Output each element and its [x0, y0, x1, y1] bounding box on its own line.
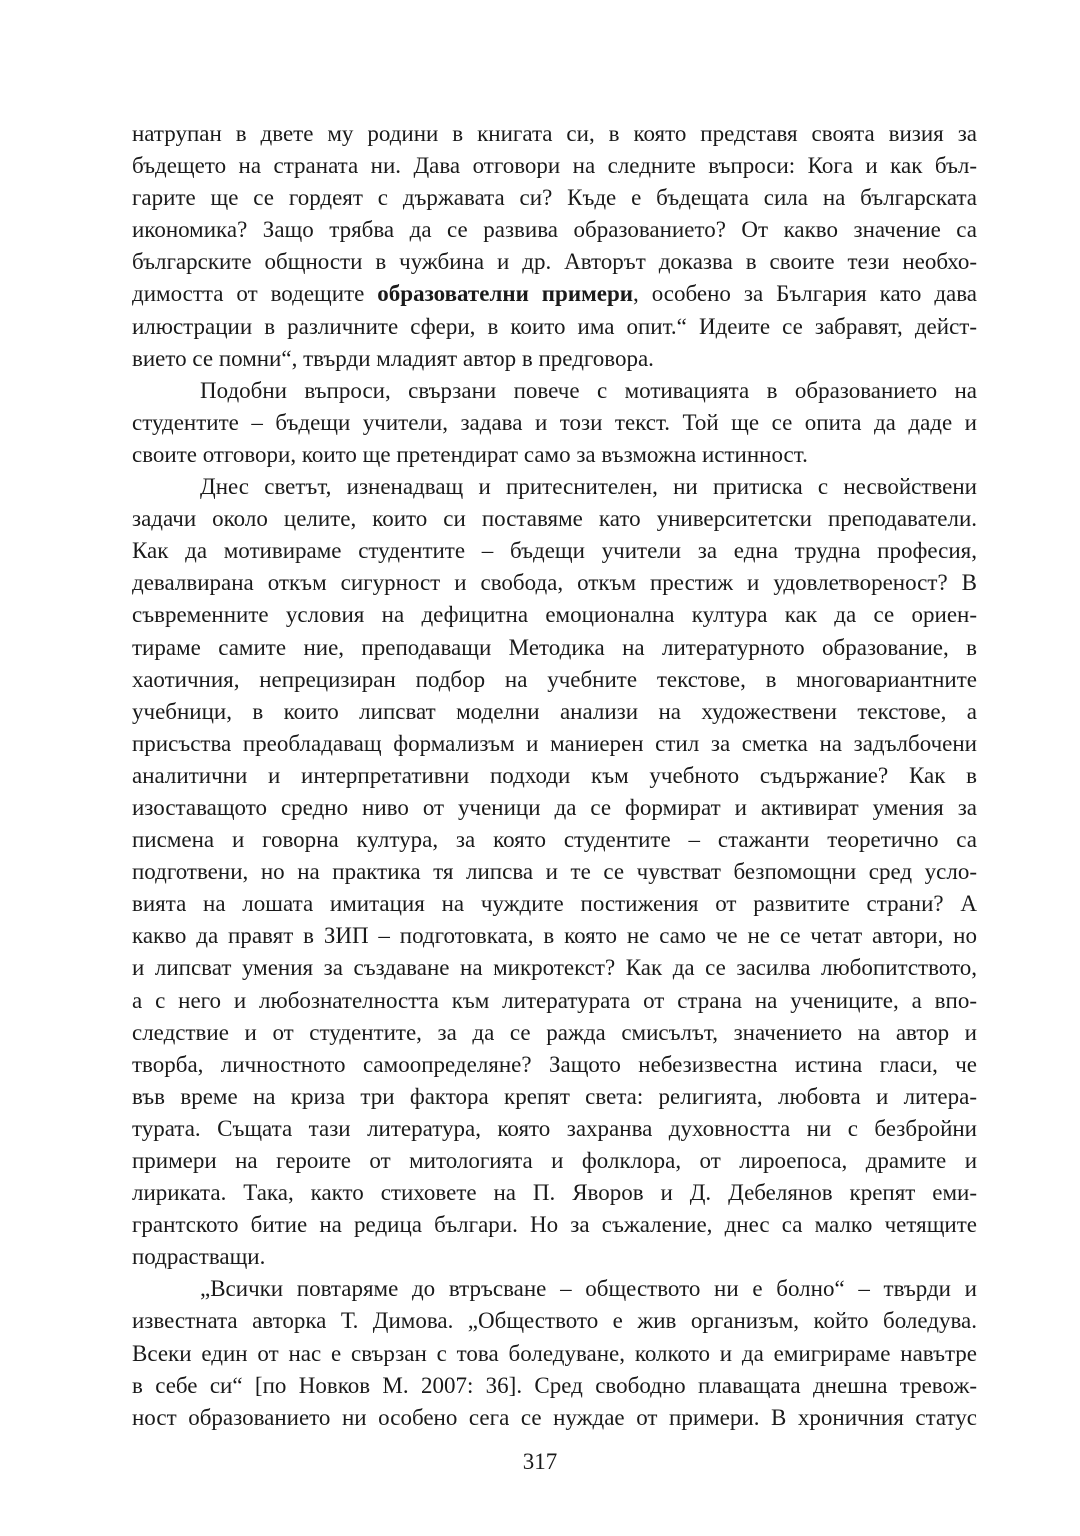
- text-line: икономика? Защо трябва да се развива образованието? От какво значение са: [132, 217, 977, 243]
- text-line: задачи около целите, които си поставяме като университетски преподаватели.: [132, 506, 977, 532]
- text-line: Днес светът, изненадващ и притеснителен, ни притиска с несвойствени: [200, 474, 977, 500]
- text-line: девалвирана откъм сигурност и свобода, откъм престиж и удовлетвореност? В: [132, 570, 977, 596]
- text-line: Подобни въпроси, свързани повече с мотивацията в образованието на: [200, 377, 977, 403]
- text-line: писмена и говорна култура, за която студентите – стажанти теоретично са: [132, 827, 977, 853]
- text-line: известната авторка Т. Димова. „Обществото е жив организъм, който боледува.: [132, 1308, 977, 1334]
- text-line: грантското битие на редица българи. Но за съжаление, днес са малко четящите: [132, 1212, 977, 1238]
- text-line: бъдещето на страната ни. Дава отговори на следните въпроси: Кога и как бъл-: [132, 153, 977, 179]
- text-line: хаотичния, непрецизиран подбор на учебните текстове, в многовариантните: [132, 666, 977, 692]
- text-line: студентите – бъдещи учители, задава и този текст. Той ще се опита да даде и: [132, 409, 977, 435]
- text-line: учебници, в които липсват моделни анализи на художествени текстове, а: [132, 698, 977, 724]
- text-line: и липсват умения за създаване на микротекст? Как да се засилва любопитството,: [132, 955, 977, 981]
- text-line: а с него и любознателността към литературата от страна на учениците, а впо-: [132, 987, 977, 1013]
- text-line: съвременните условия на дефицитна емоционална култура как да се ориен-: [132, 602, 977, 628]
- text-line: творба, личностното самоопределяне? Защото небезизвестна истина гласи, че: [132, 1051, 977, 1077]
- text-line: гарите ще се гордеят с държавата си? Къде е бъдещата сила на българската: [132, 185, 977, 211]
- text-line: следствие и от студентите, за да се ражда смисълът, значението на автор и: [132, 1019, 977, 1045]
- text-line: турата. Същата тази литература, която захранва духовността ни с безбройни: [132, 1115, 977, 1141]
- text-line: примери на героите от митологията и фолклора, от лироепоса, драмите и: [132, 1148, 977, 1173]
- text-line: във време на криза три фактора крепят света: религията, любовта и литера-: [132, 1083, 977, 1109]
- text-segment: димостта от водещите: [132, 281, 378, 307]
- text-line: подрастващи.: [132, 1244, 266, 1270]
- text-line: ност образованието ни особено сега се нуждае от примери. В хроничния статус: [132, 1404, 977, 1430]
- text-line: Как да мотивираме студентите – бъдещи учители за една трудна професия,: [132, 538, 977, 564]
- text-line: в себе си“ [по Новков М. 2007: 36]. Сред свободно плаващата днешна тревож-: [132, 1372, 977, 1398]
- text-line: натрупан в двете му родини в книгата си, в която представя своята визия за: [132, 121, 977, 146]
- text-line: илюстрации в различните сфери, в които има опит.“ Идеите се забравят, дейст-: [132, 313, 977, 339]
- text-line: своите отговори, които ще претендират само за възможна истинност.: [132, 441, 808, 467]
- text-line: какво да правят в ЗИП – подготовката, в която не само че не се четат автори, но: [132, 923, 977, 949]
- text-line: аналитични и интерпретативни подходи към учебното съдържание? Как в: [132, 762, 977, 788]
- text-line: българските общности в чужбина и др. Авторът доказва в своите тези необхо-: [132, 249, 977, 275]
- text-line: [132, 278, 977, 310]
- text-line: тираме самите ние, преподаващи Методика на литературното образование, в: [132, 634, 977, 660]
- text-line: вието се помни“, твърди младият автор в предговора.: [132, 345, 654, 371]
- page-number: 317: [522, 1449, 558, 1474]
- text-line: вията на лошата имитация на чуждите постижения от развитите страни? А: [132, 891, 977, 917]
- text-line: Всеки един от нас е свързан с това боледуване, колкото и да емигрираме навътре: [132, 1340, 977, 1366]
- text-line: присъства преобладаващ формализъм и маниерен стил за сметка на задълбочени: [132, 730, 977, 756]
- text-line: изоставащото средно ниво от ученици да се формират и активират умения за: [132, 794, 977, 820]
- bold-phrase: образователни примери: [377, 281, 634, 307]
- text-line: „Всички повтаряме до втръсване – обществото ни е болно“ – твърди и: [200, 1276, 977, 1302]
- body-text: [132, 118, 977, 1434]
- text-line: подготвени, но на практика тя липсва и те се чувстват безпомощни сред усло-: [132, 859, 977, 885]
- text-segment: , особено за България като дава: [633, 281, 977, 307]
- text-line: лириката. Така, както стиховете на П. Яворов и Д. Дебелянов крепят еми-: [132, 1180, 977, 1206]
